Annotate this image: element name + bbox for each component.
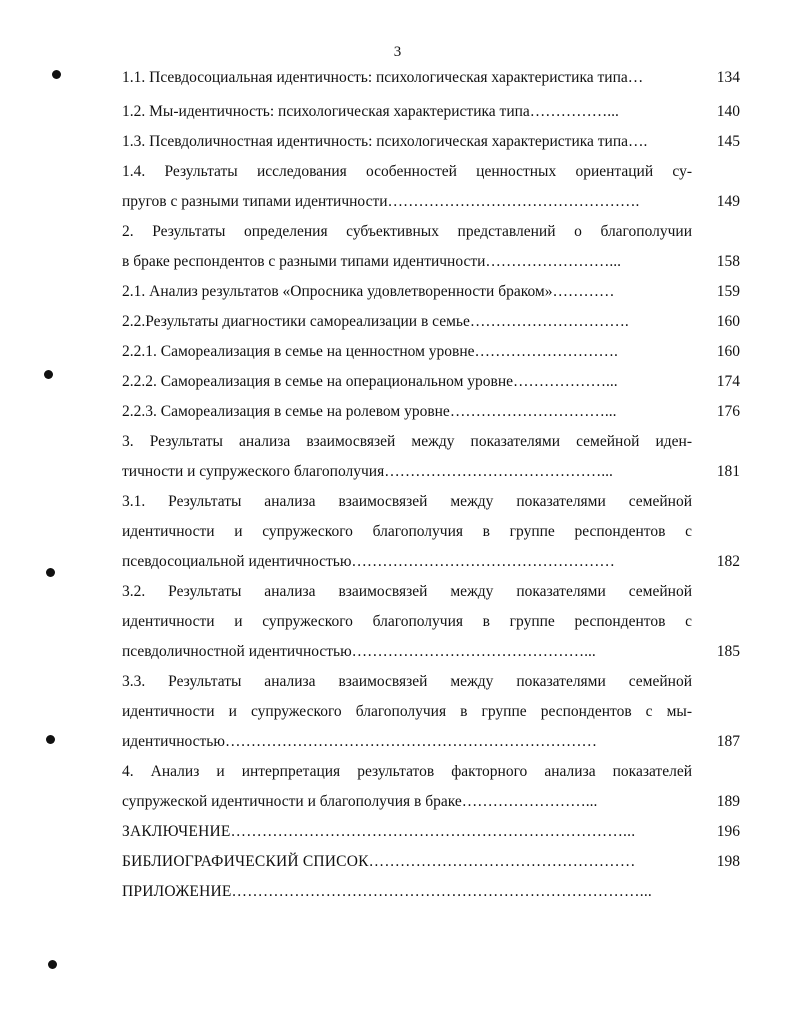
toc-line: 2.1. Анализ результатов «Опросника удовлетворенности браком»………… <box>122 283 615 300</box>
toc-page: 134 <box>716 69 740 86</box>
toc-page: 174 <box>716 373 740 390</box>
toc-page: 158 <box>716 253 740 270</box>
toc-line: 1.1. Псевдосоциальная идентичность: психологическая характеристика типа… <box>122 69 644 86</box>
toc-page: 149 <box>716 193 740 210</box>
toc-page: 196 <box>716 823 740 840</box>
toc-page: 160 <box>716 313 740 330</box>
toc-line: ЗАКЛЮЧЕНИЕ…………………………………………………………………... <box>122 823 636 840</box>
toc-line: 2. Результаты определения субъективных представлений о благополучии <box>122 223 692 240</box>
toc-page: 181 <box>716 463 740 480</box>
punch-hole <box>52 70 61 79</box>
toc-line: 1.3. Псевдоличностная идентичность: психологическая характеристика типа…. <box>122 133 648 150</box>
toc-line: идентичности и супружеского благополучия в группе респондентов с мы- <box>122 703 692 720</box>
toc-line: 1.4. Результаты исследования особенностей ценностных ориентаций су- <box>122 163 692 180</box>
toc-page: 187 <box>716 733 740 750</box>
toc-line: 2.2.1. Самореализация в семье на ценностном уровне………………………. <box>122 343 618 360</box>
toc-line: 4. Анализ и интерпретация результатов факторного анализа показателей <box>122 763 692 780</box>
toc-line: 2.2.2. Самореализация в семье на операциональном уровне………………... <box>122 373 618 390</box>
toc-line: в браке респондентов с разными типами идентичности……………………... <box>122 253 622 270</box>
page-number: 3 <box>393 44 402 60</box>
toc-line: 1.2. Мы-идентичность: психологическая характеристика типа……………... <box>122 103 619 120</box>
punch-hole <box>44 370 53 379</box>
toc-line: 3.2. Результаты анализа взаимосвязей между показателями семейной <box>122 583 692 600</box>
toc-line: 3.1. Результаты анализа взаимосвязей между показателями семейной <box>122 493 692 510</box>
toc-page: 159 <box>716 283 740 300</box>
punch-hole <box>48 960 57 969</box>
toc-line: идентичности и супружеского благополучия в группе респондентов с <box>122 523 692 540</box>
toc-page: 182 <box>716 553 740 570</box>
toc-page: 189 <box>716 793 740 810</box>
toc-line: пругов с разными типами идентичности…………………………………………. <box>122 193 640 210</box>
toc-line: 2.2.Результаты диагностики самореализации в семье…………………………. <box>122 313 629 330</box>
toc-line: идентичности и супружеского благополучия в группе респондентов с <box>122 613 692 630</box>
punch-hole <box>46 568 55 577</box>
toc-line: идентичностью……………………………………………………………… <box>122 733 597 750</box>
toc-page: 145 <box>716 133 740 150</box>
toc-page: 160 <box>716 343 740 360</box>
toc-page: 176 <box>716 403 740 420</box>
toc-page: 185 <box>716 643 740 660</box>
toc-line: тичности и супружеского благополучия……………………………………... <box>122 463 613 480</box>
toc-page: 198 <box>716 853 740 870</box>
toc-line: 2.2.3. Самореализация в семье на ролевом уровне…………………………... <box>122 403 617 420</box>
punch-hole <box>46 735 55 744</box>
toc-line: 3. Результаты анализа взаимосвязей между показателями семейной иден- <box>122 433 692 450</box>
toc-line: ПРИЛОЖЕНИЕ……………………………………………………………………... <box>122 883 652 900</box>
toc-line: псевдосоциальной идентичностью…………………………………………… <box>122 553 615 570</box>
toc-page: 140 <box>716 103 740 120</box>
toc-line: 3.3. Результаты анализа взаимосвязей между показателями семейной <box>122 673 692 690</box>
toc-line: супружеской идентичности и благополучия в браке……………………... <box>122 793 598 810</box>
toc-line: БИБЛИОГРАФИЧЕСКИЙ СПИСОК…………………………………………… <box>122 853 636 870</box>
toc-line: псевдоличностной идентичностью………………………………………... <box>122 643 596 660</box>
